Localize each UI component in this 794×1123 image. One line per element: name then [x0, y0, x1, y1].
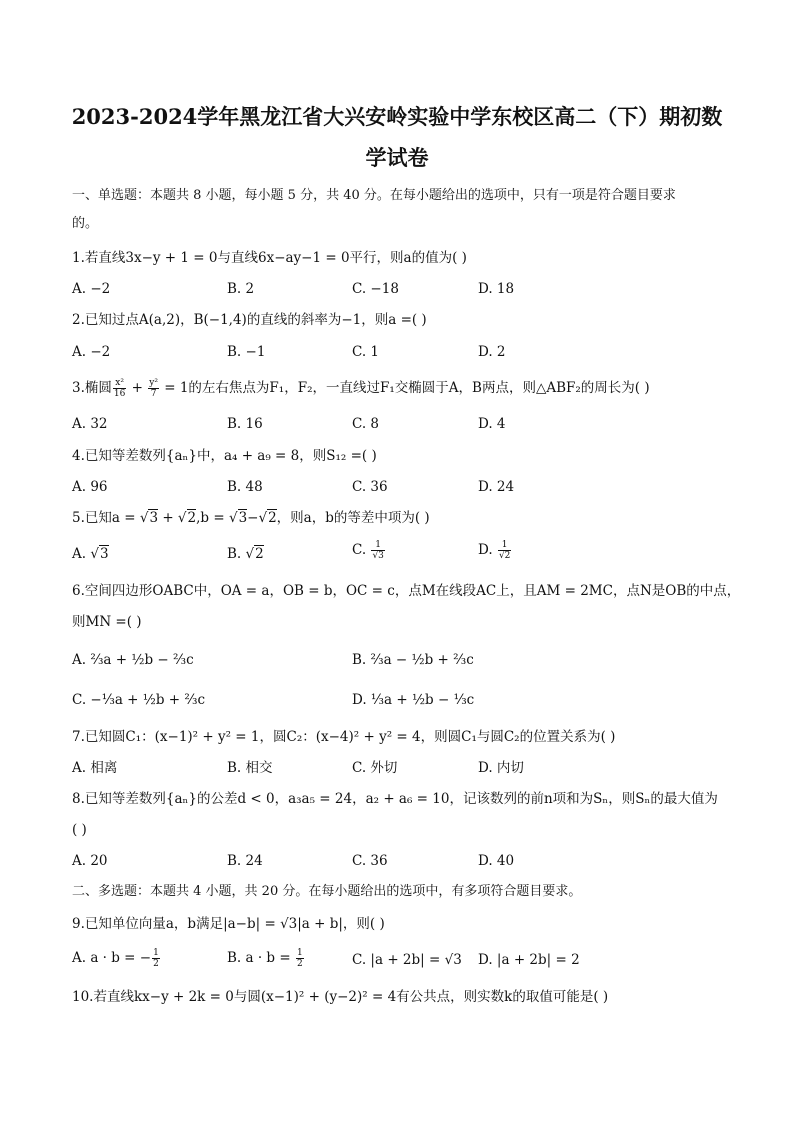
- q1-option-d: D. 18: [478, 281, 515, 297]
- q6-option-a: A. ⅔a + ½b − ⅔c: [72, 652, 194, 668]
- q5-radicand-1: 3: [149, 510, 159, 526]
- q1-option-b: B. 2: [227, 281, 255, 297]
- q5-option-d-den: √2: [498, 551, 511, 561]
- q9-option-a-num: 1: [153, 948, 159, 958]
- q3-plus: +: [127, 380, 148, 396]
- q5-option-c-den: √3: [372, 551, 384, 561]
- q2-option-b: B. −1: [227, 344, 266, 360]
- q9-option-a-prefix: A. a · b = −: [72, 950, 152, 966]
- q5-stem: [72, 508, 722, 528]
- q9-option-b-num: 1: [296, 948, 303, 958]
- q5-option-d-num: 1: [498, 540, 511, 551]
- section1-instructions: 一、单选题：本题共 8 小题，每小题 5 分，共 40 分。在每小题给出的选项中，只有一项是符合题目要求: [72, 188, 676, 203]
- q5-option-b-prefix: B. √: [227, 546, 255, 562]
- q1-option-a: A. −2: [72, 281, 111, 297]
- q1-option-c: C. −18: [352, 281, 399, 297]
- q7-option-b: B. 相交: [227, 760, 273, 776]
- q4-option-a: A. 96: [72, 479, 108, 495]
- q1-stem: 1.若直线3x−y + 1 = 0与直线6x−ay−1 = 0平行，则a的值为( ): [72, 250, 467, 266]
- q6-option-c: C. −⅓a + ½b + ⅔c: [72, 692, 206, 708]
- q9-option-d: D. |a + 2b| = 2: [478, 952, 580, 968]
- q5-option-b: [227, 544, 264, 564]
- q9-stem: 9.已知单位向量a，b满足|a−b| = √3|a + b|，则( ): [72, 916, 385, 932]
- q3-fraction-y-num: y²: [149, 378, 158, 388]
- q3-fraction-x-den: 16: [113, 389, 126, 399]
- q2-option-a: A. −2: [72, 344, 111, 360]
- q8-option-c: C. 36: [352, 853, 388, 869]
- q5-option-a-radicand: 3: [99, 546, 109, 562]
- q5-option-c-num: 1: [371, 540, 384, 551]
- q6-option-d: D. ⅓a + ½b − ⅓c: [352, 692, 475, 708]
- section2-instructions: 二、多选题：本题共 4 小题，共 20 分。在每小题给出的选项中，有多项符合题目要求。: [72, 884, 582, 899]
- q3-fraction-y-den: 7: [150, 389, 157, 399]
- q7-option-c: C. 外切: [352, 760, 398, 776]
- q5-option-c-fraction: [371, 540, 384, 561]
- q7-stem: 7.已知圆C₁：(x−1)² + y² = 1，圆C₂：(x−4)² + y² = 4，则圆C₁与圆C₂的位置关系为( ): [72, 729, 616, 745]
- q5-radicand-2: 2: [187, 510, 197, 526]
- q4-option-d: D. 24: [478, 479, 515, 495]
- q6-option-b: B. ⅔a − ½b + ⅔c: [352, 652, 474, 668]
- q9-option-b-den: 2: [296, 959, 303, 969]
- q8-option-a: A. 20: [72, 853, 108, 869]
- q9-option-b-prefix: B. a · b =: [227, 950, 295, 966]
- q3-option-d: D. 4: [478, 416, 506, 432]
- q8-stem-line2: ( ): [72, 822, 87, 838]
- q4-stem: 4.已知等差数列{aₙ}中，a₄ + a₉ = 8，则S₁₂ =( ): [72, 448, 377, 464]
- q3-stem-prefix: 3.椭圆: [72, 380, 112, 396]
- q7-option-d: D. 内切: [478, 760, 524, 776]
- q5-radicand-3: 3: [238, 510, 248, 526]
- q9-option-b-fraction: [296, 948, 304, 969]
- q5-stem-part-a: 5.已知a = √: [72, 510, 149, 526]
- q6-stem-line2: 则MN =( ): [72, 614, 142, 630]
- q8-option-d: D. 40: [478, 853, 515, 869]
- q8-stem-line1: 8.已知等差数列{aₙ}的公差d < 0，a₃a₅ = 24，a₂ + a₆ = 10，记该数列的前n项和为Sₙ，则Sₙ的最大值为: [72, 791, 718, 807]
- q4-option-b: B. 48: [227, 479, 263, 495]
- q5-radicand-4: 2: [268, 510, 277, 526]
- q5-stem-part-c: ,b = √: [196, 510, 238, 526]
- q10-stem: 10.若直线kx−y + 2k = 0与圆(x−1)² + (y−2)² = 4有公共点，则实数k的取值可能是( ): [72, 989, 609, 1005]
- q2-stem: 2.已知过点A(a,2)，B(−1,4)的直线的斜率为−1，则a =( ): [72, 312, 427, 328]
- q3-fraction-y: [148, 378, 159, 399]
- section1-instructions-cont: 的。: [72, 216, 99, 231]
- q5-option-c: [352, 540, 386, 561]
- q3-stem: [72, 378, 722, 399]
- q3-fraction-x-num: x²: [113, 378, 126, 389]
- exam-title-line2: 学试卷: [365, 145, 429, 170]
- q9-option-a: [72, 948, 161, 969]
- q3-option-a: A. 32: [72, 416, 108, 432]
- q5-option-d: [478, 540, 512, 561]
- q8-option-b: B. 24: [227, 853, 263, 869]
- q9-option-c: C. |a + 2b| = √3: [352, 952, 462, 968]
- q5-stem-part-e: ，则a，b的等差中项为( ): [276, 510, 430, 526]
- q5-option-a-prefix: A. √: [72, 546, 99, 562]
- q5-option-d-fraction: [498, 540, 511, 561]
- q5-option-b-radicand: 2: [255, 546, 264, 562]
- q6-stem-line1: 6.空间四边形OABC中，OA = a，OB = b，OC = c，点M在线段AC上，且AM = 2MC，点N是OB的中点，: [72, 583, 741, 599]
- q2-option-d: D. 2: [478, 344, 506, 360]
- q9-option-a-den: 2: [153, 959, 159, 969]
- q4-option-c: C. 36: [352, 479, 388, 495]
- q3-fraction-x: [113, 378, 126, 399]
- q2-option-c: C. 1: [352, 344, 380, 360]
- q3-stem-suffix: = 1的左右焦点为F₁，F₂，一直线过F₁交椭圆于A，B两点，则△ABF₂的周长为( ): [159, 380, 650, 396]
- q5-option-a: [72, 544, 109, 564]
- q7-option-a: A. 相离: [72, 760, 118, 776]
- q9-option-a-fraction: [152, 948, 160, 969]
- q5-stem-part-d: −√: [247, 510, 268, 526]
- q5-stem-part-b: + √: [158, 510, 187, 526]
- q5-option-c-prefix: C.: [352, 542, 371, 558]
- q9-option-b: [227, 948, 305, 969]
- exam-title-line1: 2023-2024学年黑龙江省大兴安岭实验中学东校区高二（下）期初数: [71, 104, 723, 129]
- q3-option-b: B. 16: [227, 416, 263, 432]
- q3-option-c: C. 8: [352, 416, 380, 432]
- q5-option-d-prefix: D.: [478, 542, 497, 558]
